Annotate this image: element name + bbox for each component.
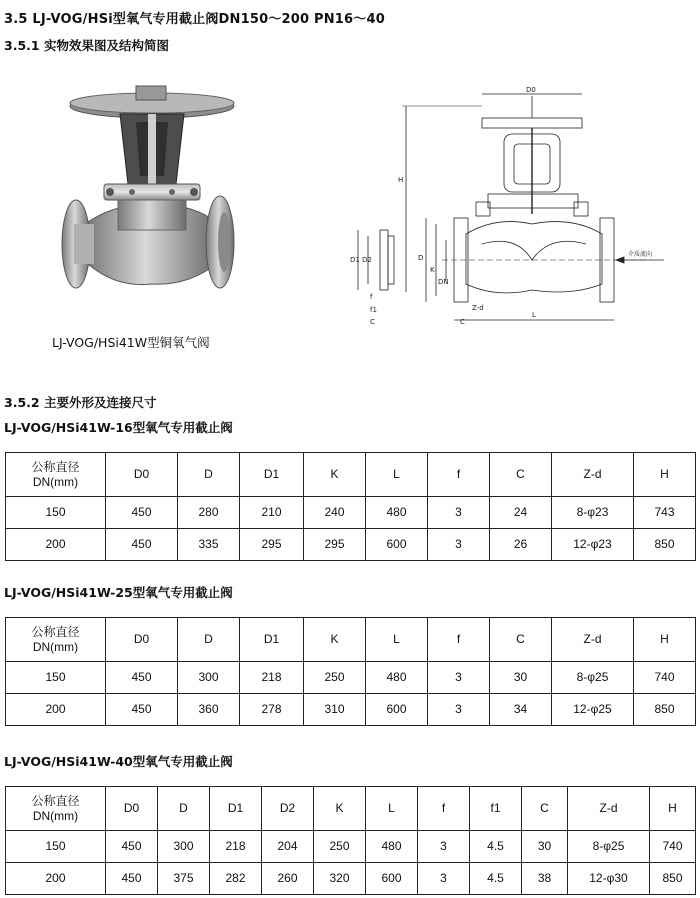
table-cell: 295 bbox=[240, 529, 304, 561]
section-title-dimensions: 3.5.2 主要外形及连接尺寸 bbox=[4, 395, 157, 410]
section-title-photo: 3.5.1 实物效果图及结构简图 bbox=[4, 38, 169, 53]
table-cell: 12-φ25 bbox=[552, 694, 634, 726]
table-cell: 8-φ25 bbox=[552, 662, 634, 694]
table-cell: 450 bbox=[106, 831, 158, 863]
table-cell: 480 bbox=[366, 497, 428, 529]
header-cell: L bbox=[366, 618, 428, 662]
table-cell: 360 bbox=[178, 694, 240, 726]
header-cell: D0 bbox=[106, 453, 178, 497]
table-cell: 450 bbox=[106, 497, 178, 529]
label-zd: Z-d bbox=[472, 304, 484, 312]
header-cell: 公称直径 DN(mm) bbox=[6, 453, 106, 497]
table-cell: 218 bbox=[210, 831, 262, 863]
header-cell: f bbox=[428, 618, 490, 662]
table-cell: 8-φ25 bbox=[568, 831, 650, 863]
table-row bbox=[6, 863, 696, 895]
label-flow: 介质流向 bbox=[628, 251, 653, 258]
header-cell: D1 bbox=[210, 787, 262, 831]
table-cell: 200 bbox=[6, 863, 106, 895]
header-cell: f bbox=[418, 787, 470, 831]
label-c: C bbox=[460, 318, 465, 326]
header-cell: K bbox=[314, 787, 366, 831]
label-f1: f1 bbox=[370, 306, 377, 314]
table-header-row bbox=[6, 453, 696, 497]
table-cell: 335 bbox=[178, 529, 240, 561]
header-cell: D bbox=[158, 787, 210, 831]
photo-caption: LJ-VOG/HSi41W型铜氧气阀 bbox=[52, 335, 210, 350]
header-cell: H bbox=[634, 453, 696, 497]
table-cell: 150 bbox=[6, 497, 106, 529]
header-cell: D0 bbox=[106, 787, 158, 831]
table-pn16 bbox=[5, 452, 696, 561]
table-cell: 300 bbox=[158, 831, 210, 863]
label-d0: D0 bbox=[526, 86, 536, 94]
label-d1: D1 bbox=[350, 256, 360, 264]
header-cell: K bbox=[304, 618, 366, 662]
table-cell: 204 bbox=[262, 831, 314, 863]
page-heading: 3.5 LJ-VOG/HSi型氧气专用截止阀DN150～200 PN16～40 bbox=[4, 12, 385, 27]
table-cell: 295 bbox=[304, 529, 366, 561]
table-row bbox=[6, 497, 696, 529]
table-cell: 375 bbox=[158, 863, 210, 895]
label-d2: D2 bbox=[362, 256, 372, 264]
table-cell: 480 bbox=[366, 831, 418, 863]
table-cell: 200 bbox=[6, 529, 106, 561]
header-cell: D bbox=[178, 618, 240, 662]
table-cell: 450 bbox=[106, 863, 158, 895]
table3-title: LJ-VOG/HSi41W-40型氧气专用截止阀 bbox=[4, 754, 233, 769]
table-cell: 150 bbox=[6, 662, 106, 694]
label-h: H bbox=[398, 176, 404, 184]
table1-title: LJ-VOG/HSi41W-16型氧气专用截止阀 bbox=[4, 420, 233, 435]
header-cell: 公称直径 DN(mm) bbox=[6, 787, 106, 831]
table-cell: 282 bbox=[210, 863, 262, 895]
header-cell: C bbox=[490, 453, 552, 497]
table-cell: 260 bbox=[262, 863, 314, 895]
header-cell: f1 bbox=[470, 787, 522, 831]
valve-drawing bbox=[346, 84, 696, 334]
table-row bbox=[6, 662, 696, 694]
table-cell: 278 bbox=[240, 694, 304, 726]
valve-photo bbox=[48, 84, 248, 324]
table-cell: 150 bbox=[6, 831, 106, 863]
table-cell: 850 bbox=[650, 863, 696, 895]
table-header-row bbox=[6, 787, 696, 831]
table-cell: 3 bbox=[428, 694, 490, 726]
table-cell: 250 bbox=[304, 662, 366, 694]
label-l: L bbox=[532, 311, 536, 319]
header-cell: L bbox=[366, 453, 428, 497]
table-cell: 4.5 bbox=[470, 831, 522, 863]
table-cell: 320 bbox=[314, 863, 366, 895]
header-cell: D0 bbox=[106, 618, 178, 662]
table-cell: 600 bbox=[366, 529, 428, 561]
header-cell: K bbox=[304, 453, 366, 497]
header-cell: 公称直径 DN(mm) bbox=[6, 618, 106, 662]
table-cell: 218 bbox=[240, 662, 304, 694]
table-cell: 30 bbox=[522, 831, 568, 863]
header-cell: L bbox=[366, 787, 418, 831]
table-pn40 bbox=[5, 786, 696, 895]
table-cell: 850 bbox=[634, 694, 696, 726]
header-cell: H bbox=[650, 787, 696, 831]
header-cell: D1 bbox=[240, 618, 304, 662]
label-d: D bbox=[418, 254, 424, 262]
label-c-left: C bbox=[370, 318, 375, 326]
header-cell: f bbox=[428, 453, 490, 497]
table-cell: 30 bbox=[490, 662, 552, 694]
table-row bbox=[6, 694, 696, 726]
table2-title: LJ-VOG/HSi41W-25型氧气专用截止阀 bbox=[4, 585, 233, 600]
table-cell: 850 bbox=[634, 529, 696, 561]
label-f: f bbox=[370, 293, 373, 301]
table-cell: 450 bbox=[106, 662, 178, 694]
table-cell: 12-φ30 bbox=[568, 863, 650, 895]
table-cell: 3 bbox=[428, 529, 490, 561]
table-cell: 240 bbox=[304, 497, 366, 529]
label-k: K bbox=[430, 266, 435, 274]
table-cell: 280 bbox=[178, 497, 240, 529]
table-row bbox=[6, 831, 696, 863]
header-cell: Z-d bbox=[552, 618, 634, 662]
header-cell: H bbox=[634, 618, 696, 662]
label-dn: DN bbox=[438, 278, 449, 286]
table-row bbox=[6, 529, 696, 561]
table-cell: 450 bbox=[106, 694, 178, 726]
table-cell: 740 bbox=[634, 662, 696, 694]
table-cell: 210 bbox=[240, 497, 304, 529]
table-cell: 480 bbox=[366, 662, 428, 694]
table-cell: 743 bbox=[634, 497, 696, 529]
header-cell: Z-d bbox=[568, 787, 650, 831]
table-cell: 250 bbox=[314, 831, 366, 863]
table-cell: 740 bbox=[650, 831, 696, 863]
table-cell: 310 bbox=[304, 694, 366, 726]
table-cell: 8-φ23 bbox=[552, 497, 634, 529]
header-cell: C bbox=[490, 618, 552, 662]
table-cell: 12-φ23 bbox=[552, 529, 634, 561]
header-cell: Z-d bbox=[552, 453, 634, 497]
header-cell: C bbox=[522, 787, 568, 831]
table-cell: 3 bbox=[428, 662, 490, 694]
header-cell: D bbox=[178, 453, 240, 497]
table-cell: 38 bbox=[522, 863, 568, 895]
table-cell: 300 bbox=[178, 662, 240, 694]
table-cell: 600 bbox=[366, 863, 418, 895]
table-cell: 34 bbox=[490, 694, 552, 726]
table-cell: 24 bbox=[490, 497, 552, 529]
table-cell: 600 bbox=[366, 694, 428, 726]
table-cell: 3 bbox=[418, 831, 470, 863]
table-pn25 bbox=[5, 617, 696, 726]
table-cell: 3 bbox=[418, 863, 470, 895]
table-cell: 450 bbox=[106, 529, 178, 561]
table-cell: 4.5 bbox=[470, 863, 522, 895]
table-cell: 3 bbox=[428, 497, 490, 529]
header-cell: D2 bbox=[262, 787, 314, 831]
table-header-row bbox=[6, 618, 696, 662]
header-cell: D1 bbox=[240, 453, 304, 497]
table-cell: 200 bbox=[6, 694, 106, 726]
table-cell: 26 bbox=[490, 529, 552, 561]
